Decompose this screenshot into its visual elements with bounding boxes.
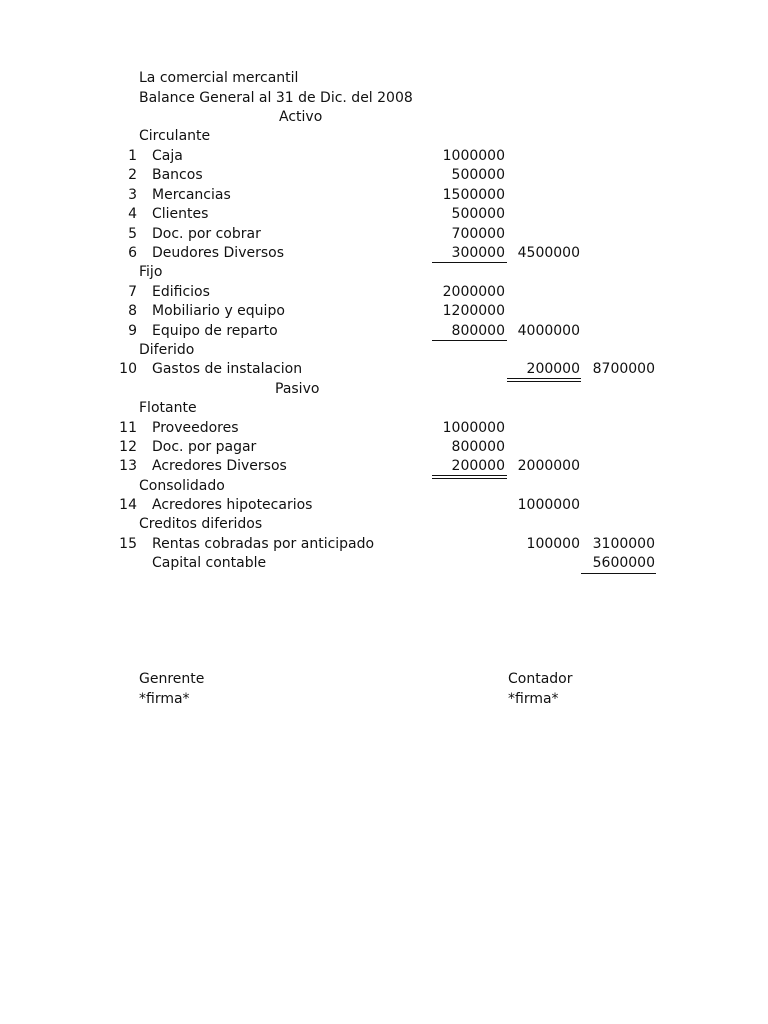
row-amount: 500000 [451,206,505,222]
row-subtotal: 4000000 [517,323,580,339]
row-subtotal: 4500000 [517,245,580,261]
sum-double-underline [432,475,507,479]
total-double-underline [507,378,581,382]
row-label: Mobiliario y equipo [152,303,285,319]
row-amount: 800000 [451,323,505,339]
row-amount: 700000 [451,226,505,242]
document-title: Balance General al 31 de Dic. del 2008 [139,90,413,106]
row-total: 3100000 [592,536,655,552]
row-subtotal: 1000000 [517,497,580,513]
row-number: 15 [119,536,137,552]
row-number: 3 [128,187,137,203]
row-label: Bancos [152,167,203,183]
row-label: Caja [152,148,183,164]
row-number: 14 [119,497,137,513]
row-subtotal: 2000000 [517,458,580,474]
company-name: La comercial mercantil [139,70,299,86]
row-amount: 800000 [451,439,505,455]
section-diferido: Diferido [139,342,195,358]
row-number: 12 [119,439,137,455]
section-creditos-diferidos: Creditos diferidos [139,516,263,532]
row-label: Acredores hipotecarios [152,497,313,513]
row-label: Proveedores [152,420,239,436]
row-subtotal: 100000 [526,536,580,552]
sum-underline [432,262,507,263]
row-label: Deudores Diversos [152,245,285,261]
row-number: 1 [128,148,137,164]
capital-underline [581,573,656,574]
row-subtotal: 200000 [526,361,580,377]
section-circulante: Circulante [139,128,211,144]
pasivo-heading: Pasivo [275,381,320,397]
signature-right: *firma* [508,691,559,707]
row-label: Equipo de reparto [152,323,278,339]
row-number: 7 [128,284,137,300]
row-label: Doc. por cobrar [152,226,261,242]
row-number: 4 [128,206,137,222]
row-number: 5 [128,226,137,242]
row-number: 13 [119,458,137,474]
row-label: Clientes [152,206,209,222]
row-amount: 1000000 [442,420,505,436]
row-amount: 500000 [451,167,505,183]
row-label: Edificios [152,284,210,300]
signature-right-title: Contador [508,671,573,687]
row-label: Gastos de instalacion [152,361,303,377]
row-amount: 1000000 [442,148,505,164]
row-amount: 200000 [451,458,505,474]
row-amount: 1500000 [442,187,505,203]
row-label: Doc. por pagar [152,439,257,455]
row-amount: 2000000 [442,284,505,300]
signature-left-title: Genrente [139,671,205,687]
row-label: Mercancias [152,187,231,203]
row-amount: 300000 [451,245,505,261]
activo-heading: Activo [279,109,323,125]
row-number: 11 [119,420,137,436]
capital-value: 5600000 [592,555,655,571]
row-label: Acredores Diversos [152,458,287,474]
row-amount: 1200000 [442,303,505,319]
row-number: 10 [119,361,137,377]
capital-label: Capital contable [152,555,267,571]
section-fijo: Fijo [139,264,163,280]
sum-underline [432,340,507,341]
row-number: 2 [128,167,137,183]
section-flotante: Flotante [139,400,197,416]
row-label: Rentas cobradas por anticipado [152,536,375,552]
section-consolidado: Consolidado [139,478,225,494]
row-number: 6 [128,245,137,261]
row-number: 9 [128,323,137,339]
row-number: 8 [128,303,137,319]
signature-left: *firma* [139,691,190,707]
row-total: 8700000 [592,361,655,377]
